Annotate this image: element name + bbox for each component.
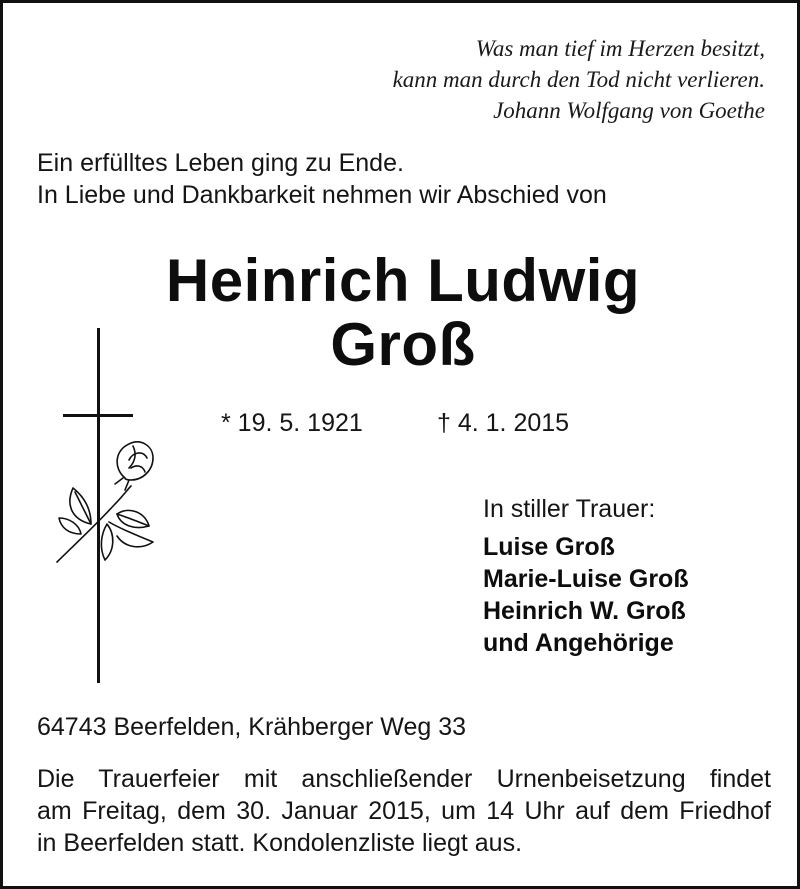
address: 64743 Beerfelden, Krähberger Weg 33 (37, 713, 467, 741)
intro-text (37, 147, 607, 211)
quote-line: kann man durch den Tod nicht verlieren. (392, 67, 765, 92)
funeral-service-info (37, 763, 771, 859)
deceased-first-names: Heinrich Ludwig (165, 247, 641, 314)
goethe-quote (305, 33, 765, 126)
cross-icon (63, 328, 133, 683)
quote-author: Johann Wolfgang von Goethe (493, 98, 765, 123)
mourners-block (483, 493, 689, 659)
rose-icon (57, 442, 153, 562)
intro-line: Ein erfülltes Leben ging zu Ende. (37, 149, 404, 177)
death-date: † 4. 1. 2015 (437, 409, 570, 437)
mourner-name: Luise Groß (483, 533, 615, 561)
birth-date: * 19. 5. 1921 (221, 409, 363, 437)
mourner-name: Heinrich W. Groß (483, 597, 686, 625)
quote-line: Was man tief im Herzen besitzt, (475, 36, 765, 61)
intro-line: In Liebe und Dankbarkeit nehmen wir Abschied von (37, 181, 607, 209)
cross-with-rose (53, 328, 163, 688)
deceased-surname: Groß (330, 311, 476, 378)
service-line: am Freitag, dem 30. Januar 2015, um 14 Uhr auf dem Friedhof (37, 797, 771, 825)
mourners-caption: In stiller Trauer: (483, 495, 656, 523)
mourner-name: und Angehörige (483, 629, 674, 657)
service-line: in Beerfelden statt. Kondolenzliste liegt aus. (37, 829, 523, 857)
mourner-name: Marie-Luise Groß (483, 565, 689, 593)
service-line: Die Trauerfeier mit anschließender Urnenbeisetzung findet (37, 765, 771, 793)
